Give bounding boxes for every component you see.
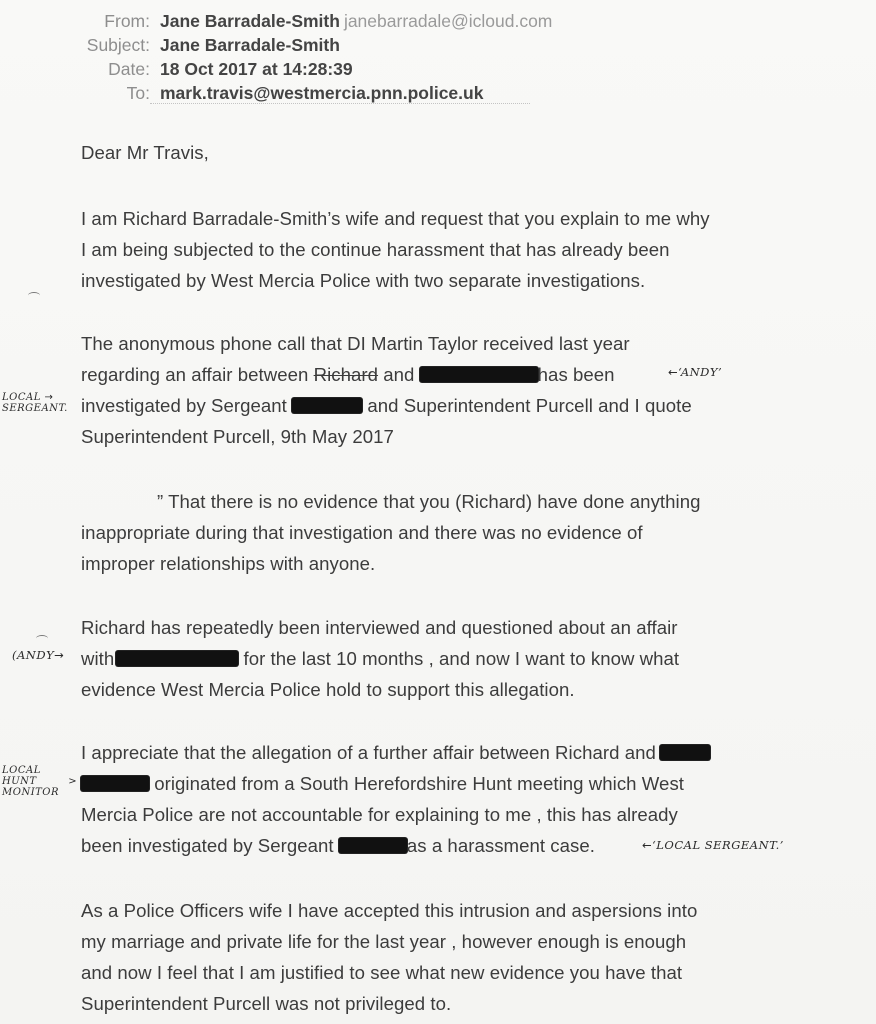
annotation-local-hunt-c: MONITOR [2, 787, 60, 798]
p4-line-2 [81, 773, 684, 795]
subject-label: Subject: [86, 35, 150, 55]
p2-line-4: Superintendent Purcell, 9th May 2017 [81, 426, 394, 447]
p3-line-2 [81, 648, 679, 670]
header-to-row [0, 83, 876, 105]
arrow-right-icon: → [44, 392, 54, 403]
greeting: Dear Mr Travis, [81, 142, 209, 163]
p4-line-1-text: I appreciate that the allegation of a further affair between Richard and [81, 742, 656, 763]
p5-line-2: my marriage and private life for the last year , however enough is enough [81, 931, 687, 952]
p2-line-3 [81, 395, 692, 417]
header-subject-row [0, 35, 876, 57]
header-date-row [0, 59, 876, 81]
from-email: janebarradale@icloud.com [343, 11, 553, 31]
header-divider [150, 103, 530, 104]
redaction-block [292, 398, 362, 413]
arrow-left-icon: ← [642, 838, 653, 852]
margin-tick-mark [28, 292, 40, 299]
annotation-local-sergeant-1 [2, 392, 68, 414]
p3-line-1: Richard has repeatedly been interviewed and questioned about an affair [81, 617, 678, 638]
p4-line-1 [81, 742, 710, 764]
redaction-block [116, 651, 238, 666]
p1-line-1: I am Richard Barradale-Smith’s wife and request that you explain to me why [81, 208, 710, 229]
p4-line-4 [81, 835, 595, 857]
p2-line-1: The anonymous phone call that DI Martin Taylor received last year [81, 333, 630, 354]
annotation-andy-2-text: (ANDY [12, 648, 55, 662]
header-from-row [0, 11, 876, 33]
arrow-right-icon: → [54, 648, 65, 662]
date-label: Date: [108, 59, 150, 79]
p2-line-3-a: investigated by Sergeant [81, 395, 287, 416]
annotation-andy-1-text: ‘ANDY’ [678, 365, 723, 379]
p4-line-3: Mercia Police are not accountable for explaining to me , this has already [81, 804, 678, 825]
p4-line-4-b: as a harassment case. [406, 835, 595, 856]
annotation-local-hunt-b: HUNT [2, 776, 37, 787]
redaction-block [339, 838, 407, 853]
date-value: 18 Oct 2017 at 14:28:39 [160, 59, 353, 79]
p2-line-2 [81, 364, 615, 386]
p3-line-3: evidence West Mercia Police hold to support this allegation. [81, 679, 575, 700]
arrow-left-icon: ← [668, 365, 679, 379]
from-value [160, 11, 552, 32]
subject-value: Jane Barradale-Smith [160, 35, 340, 55]
annotation-local-sergeant-2 [642, 838, 784, 852]
quote-line-1: ” That there is no evidence that you (Richard) have done anything [157, 491, 701, 512]
p5-line-1: As a Police Officers wife I have accepted this intrusion and aspersions into [81, 900, 698, 921]
p1-line-2: I am being subjected to the continue harassment that has already been [81, 239, 670, 260]
p5-line-3: and now I feel that I am justified to see what new evidence you have that [81, 962, 683, 983]
redaction-block [81, 776, 149, 791]
p2-line-3-b: and Superintendent Purcell and I quote [367, 395, 692, 416]
p3-line-2-b: for the last 10 months , and now I want to know what [243, 648, 680, 669]
to-value: mark.travis@westmercia.pnn.police.uk [160, 83, 484, 103]
p2-line-2-d: has been [537, 364, 615, 385]
p2-line-2-a: regarding an affair between [81, 364, 309, 385]
p3-line-2-a: with [81, 648, 115, 669]
from-label: From: [104, 11, 150, 31]
annotation-local-sergeant-2-text: ‘LOCAL SERGEANT.’ [652, 838, 784, 852]
arrow-right-icon: > [68, 776, 78, 787]
annotation-local-sergeant-1a: LOCAL [2, 392, 41, 403]
p1-line-3: investigated by West Mercia Police with two separate investigations. [81, 270, 646, 291]
quote-line-2: inappropriate during that investigation and there was no evidence of [81, 522, 643, 543]
from-name: Jane Barradale-Smith [160, 11, 340, 31]
redaction-block [420, 367, 538, 382]
annotation-local-hunt-monitor [2, 765, 77, 798]
annotation-andy-2 [12, 648, 64, 662]
to-label: To: [126, 83, 150, 103]
p2-line-2-and: and [383, 364, 415, 385]
p4-line-4-a: been investigated by Sergeant [81, 835, 334, 856]
annotation-local-sergeant-1b: SERGEANT. [2, 403, 68, 414]
p5-line-4: Superintendent Purcell was not privileged to. [81, 993, 452, 1014]
quote-line-3: improper relationships with anyone. [81, 553, 376, 574]
p2-line-2-richard: Richard [313, 364, 379, 385]
annotation-local-hunt-a: LOCAL [2, 765, 41, 776]
margin-tick-mark [36, 635, 48, 642]
annotation-andy-1 [668, 365, 722, 379]
p4-line-2-text: originated from a South Herefordshire Hunt meeting which West [154, 773, 685, 794]
redaction-block [660, 745, 710, 760]
